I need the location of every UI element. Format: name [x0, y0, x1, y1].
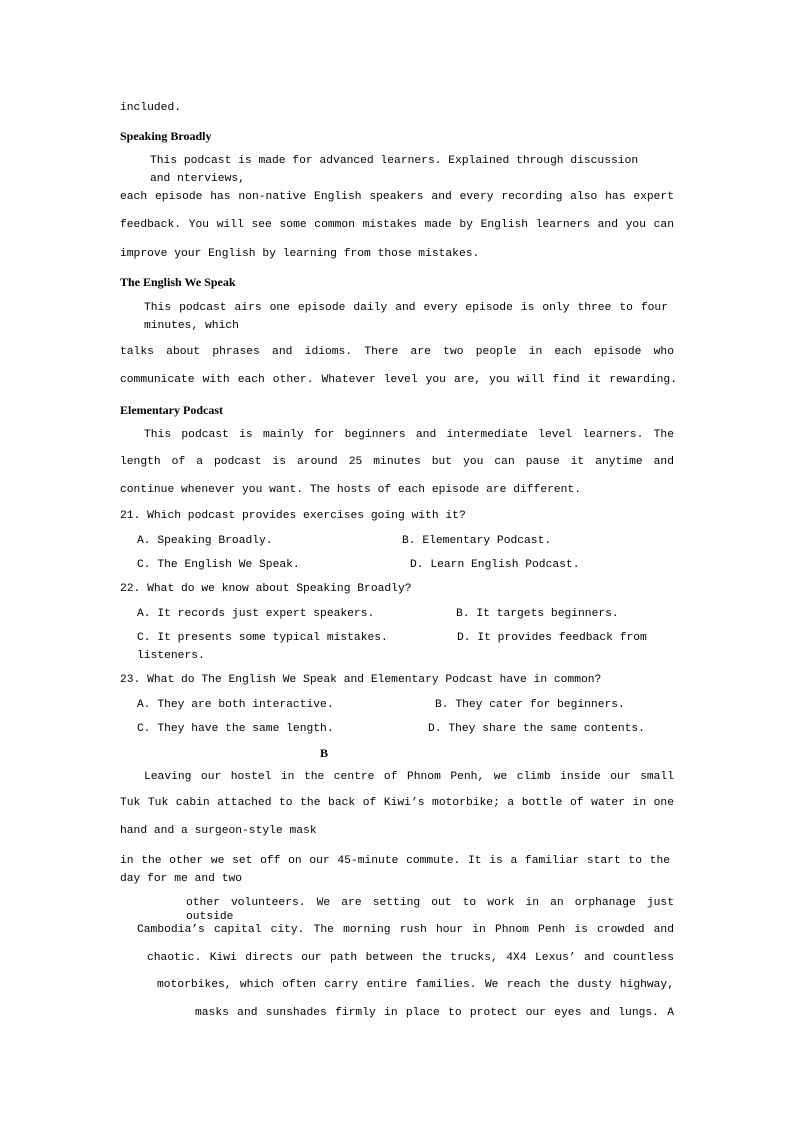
text-line: chaotic. Kiwi directs our path between the trucks, 4X4 Lexus’ and countless: [147, 952, 674, 964]
text-line: communicate with each other. Whatever level you are, you will find it rewarding.: [120, 374, 677, 386]
option: A. They are both interactive.: [137, 699, 334, 711]
text-line: Leaving our hostel in the centre of Phnom Penh, we climb inside our small: [144, 771, 674, 783]
question-stem: 21. Which podcast provides exercises going with it?: [120, 510, 466, 522]
text-line: motorbikes, which often carry entire families. We reach the dusty highway,: [157, 979, 674, 991]
text-line: hand and a surgeon-style mask: [120, 825, 317, 837]
option: D. They share the same contents.: [428, 723, 645, 735]
option: D. Learn English Podcast.: [410, 559, 580, 571]
text-line: day for me and two: [120, 873, 243, 885]
text-line: This podcast is mainly for beginners and intermediate level learners. The: [144, 429, 674, 441]
text-line: continue whenever you want. The hosts of each episode are different.: [120, 484, 581, 496]
option: B. They cater for beginners.: [435, 699, 625, 711]
text-line: other volunteers. We are setting out to work in an orphanage just outside: [186, 897, 674, 923]
option: listeners.: [137, 650, 205, 662]
section-title: Elementary Podcast: [120, 403, 223, 417]
text-line: masks and sunshades firmly in place to protect our eyes and lungs. A: [195, 1007, 674, 1019]
option: D. It provides feedback from: [457, 632, 647, 644]
text-line: improve your English by learning from those mistakes.: [120, 248, 480, 260]
text-line: minutes, which: [144, 320, 239, 332]
option: B. Elementary Podcast.: [402, 535, 552, 547]
text-line: feedback. You will see some common mistakes made by English learners and you can: [120, 219, 674, 231]
option: C. It presents some typical mistakes.: [137, 632, 388, 644]
text-line: talks about phrases and idioms. There are two people in each episode who: [120, 346, 674, 358]
section-title: The English We Speak: [120, 275, 236, 289]
option: A. It records just expert speakers.: [137, 608, 375, 620]
text-line: length of a podcast is around 25 minutes but you can pause it anytime and: [120, 456, 674, 468]
text-line: Tuk Tuk cabin attached to the back of Kiwi’s motorbike; a bottle of water in one: [120, 797, 674, 809]
text-line: and nterviews,: [150, 173, 245, 185]
text-line: in the other we set off on our 45-minute commute. It is a familiar start to the: [120, 855, 670, 867]
text-line: each episode has non-native English speakers and every recording also has expert: [120, 191, 674, 203]
text-line: This podcast airs one episode daily and every episode is only three to four: [144, 302, 668, 314]
option: C. The English We Speak.: [137, 559, 300, 571]
text-line: Cambodia’s capital city. The morning rush hour in Phnom Penh is crowded and: [137, 924, 674, 936]
question-stem: 22. What do we know about Speaking Broadly?: [120, 583, 412, 595]
option: A. Speaking Broadly.: [137, 535, 273, 547]
question-stem: 23. What do The English We Speak and Elementary Podcast have in common?: [120, 674, 602, 686]
option: C. They have the same length.: [137, 723, 334, 735]
passage-heading: B: [320, 746, 329, 760]
text-line: This podcast is made for advanced learners. Explained through discussion: [150, 155, 639, 167]
text-line: included.: [120, 102, 182, 114]
option: B. It targets beginners.: [456, 608, 619, 620]
section-title: Speaking Broadly: [120, 129, 212, 143]
